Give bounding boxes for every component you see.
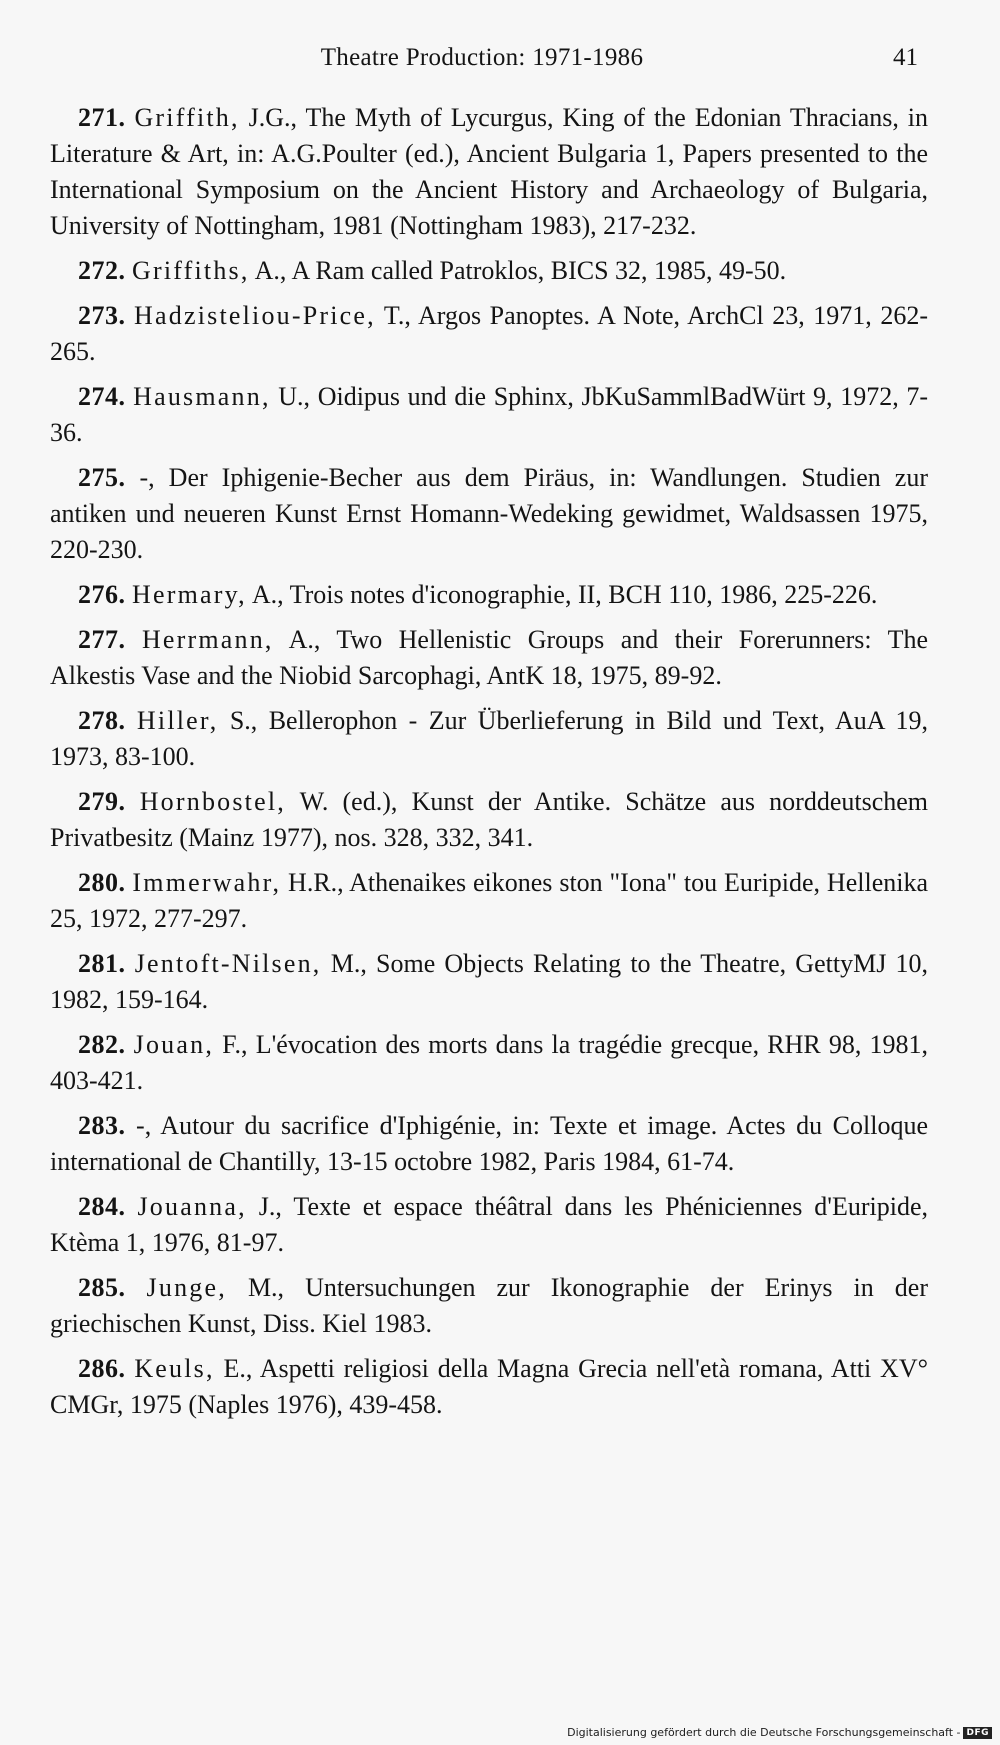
entry-author: Hausmann,	[133, 382, 271, 411]
entry-number: 276.	[78, 580, 126, 609]
entry-text: F., L'évocation des morts dans la tragédie grecque, RHR 98, 1981, 403-421.	[50, 1030, 928, 1095]
dfg-logo: DFG	[963, 1727, 992, 1739]
entry-author: Keuls,	[134, 1354, 215, 1383]
bibliography-entry	[50, 298, 928, 370]
entry-text: -, Der Iphigenie-Becher aus dem Piräus, in: Wandlungen. Studien zur antiken und neueren Kunst Ernst Homann-Wedeking gewidmet, Waldsassen 1975, 220-230.	[50, 463, 929, 564]
bibliography-entry	[50, 1108, 928, 1180]
entry-text: J., Texte et espace théâtral dans les Phéniciennes d'Euripide, Ktèma 1, 1976, 81-97.	[50, 1192, 929, 1257]
entry-text: M., Untersuchungen zur Ikonographie der Erinys in der griechischen Kunst, Diss. Kiel 1983.	[50, 1273, 929, 1338]
bibliography-entry	[50, 1027, 928, 1099]
entry-text: U., Oidipus und die Sphinx, JbKuSammlBadWürt 9, 1972, 7-36.	[50, 382, 928, 447]
entry-author: Jouanna,	[137, 1192, 247, 1221]
bibliography-entry	[50, 577, 928, 613]
entry-author: Junge,	[146, 1273, 227, 1302]
entry-number: 281.	[78, 949, 126, 978]
entry-number: 277.	[78, 625, 126, 654]
entry-author: Griffiths,	[132, 256, 250, 285]
entry-number: 282.	[78, 1030, 126, 1059]
bibliography-entry	[50, 703, 928, 775]
entry-text: -, Autour du sacrifice d'Iphigénie, in: Texte et image. Actes du Colloque international de Chantilly, 13-15 octobre 1982, Paris 1984, 61-74.	[50, 1111, 929, 1176]
bibliography-entry	[50, 622, 928, 694]
bibliography-entry	[50, 946, 928, 1018]
bibliography-entry	[50, 1351, 928, 1423]
entry-number: 279.	[78, 787, 126, 816]
bibliography-entry	[50, 1270, 928, 1342]
bibliography-entry	[50, 865, 928, 937]
entry-number: 284.	[78, 1192, 126, 1221]
credit-text: Digitalisierung gefördert durch die Deutsche Forschungsgemeinschaft -	[567, 1726, 961, 1739]
bibliography-entry	[50, 1189, 928, 1261]
entry-text: E., Aspetti religiosi della Magna Grecia nell'età romana, Atti XV° CMGr, 1975 (Naples 1976), 439-458.	[50, 1354, 929, 1419]
bibliography-entry	[50, 379, 928, 451]
entry-text: A., A Ram called Patroklos, BICS 32, 1985, 49-50.	[249, 256, 787, 285]
entry-number: 285.	[78, 1273, 126, 1302]
entry-number: 278.	[78, 706, 126, 735]
entry-number: 283.	[78, 1111, 126, 1140]
page-header	[46, 44, 918, 84]
page-number: 41	[893, 44, 918, 71]
entry-author: Jouan,	[133, 1030, 215, 1059]
entry-author: Jentoft-Nilsen,	[134, 949, 322, 978]
entry-number: 271.	[78, 103, 126, 132]
entry-author: Immerwahr,	[132, 868, 282, 897]
entry-number: 272.	[78, 256, 126, 285]
entry-text: S., Bellerophon - Zur Überlieferung in Bild und Text, AuA 19, 1973, 83-100.	[50, 706, 929, 771]
entry-number: 274.	[78, 382, 126, 411]
bibliography-entry	[50, 253, 928, 289]
entry-author: Hornbostel,	[139, 787, 286, 816]
bibliography-entry	[50, 784, 928, 856]
entry-text: A., Trois notes d'iconographie, II, BCH 110, 1986, 225-226.	[246, 580, 878, 609]
entry-author: Hadzisteliou-Price,	[134, 301, 376, 330]
entry-text: T., Argos Panoptes. A Note, ArchCl 23, 1971, 262-265.	[50, 301, 928, 366]
entry-number: 286.	[78, 1354, 126, 1383]
entry-text: A., Two Hellenistic Groups and their Forerunners: The Alkestis Vase and the Niobid Sarcophagi, AntK 18, 1975, 89-92.	[50, 625, 928, 690]
bibliography-entry	[50, 460, 928, 568]
entry-text: M., Some Objects Relating to the Theatre, GettyMJ 10, 1982, 159-164.	[50, 949, 929, 1014]
entry-number: 280.	[78, 868, 126, 897]
entry-text: H.R., Athenaikes eikones ston "Iona" tou Euripide, Hellenika 25, 1972, 277-297.	[50, 868, 929, 933]
bibliography-entry	[50, 100, 928, 244]
entry-text: W. (ed.), Kunst der Antike. Schätze aus norddeutschem Privatbesitz (Mainz 1977), nos. 328, 332, 341.	[50, 787, 929, 852]
entry-author: Herrmann,	[141, 625, 274, 654]
entry-number: 273.	[78, 301, 126, 330]
entry-number: 275.	[78, 463, 126, 492]
entry-text: J.G., The Myth of Lycurgus, King of the Edonian Thracians, in Literature & Art, in: A.G.Poulter (ed.), Ancient Bulgaria 1, Papers presented to the International Symposium on the Ancient History and Archaeology of Bulgaria, University of Nottingham, 1981 (Nottingham 1983), 217-232.	[50, 103, 929, 240]
digitization-credit	[567, 1726, 992, 1739]
running-title: Theatre Production: 1971-1986	[320, 44, 644, 71]
entry-author: Hermary,	[132, 580, 247, 609]
entry-author: Hiller,	[136, 706, 219, 735]
entry-author: Griffith,	[134, 103, 240, 132]
bibliography-list	[50, 100, 928, 1432]
